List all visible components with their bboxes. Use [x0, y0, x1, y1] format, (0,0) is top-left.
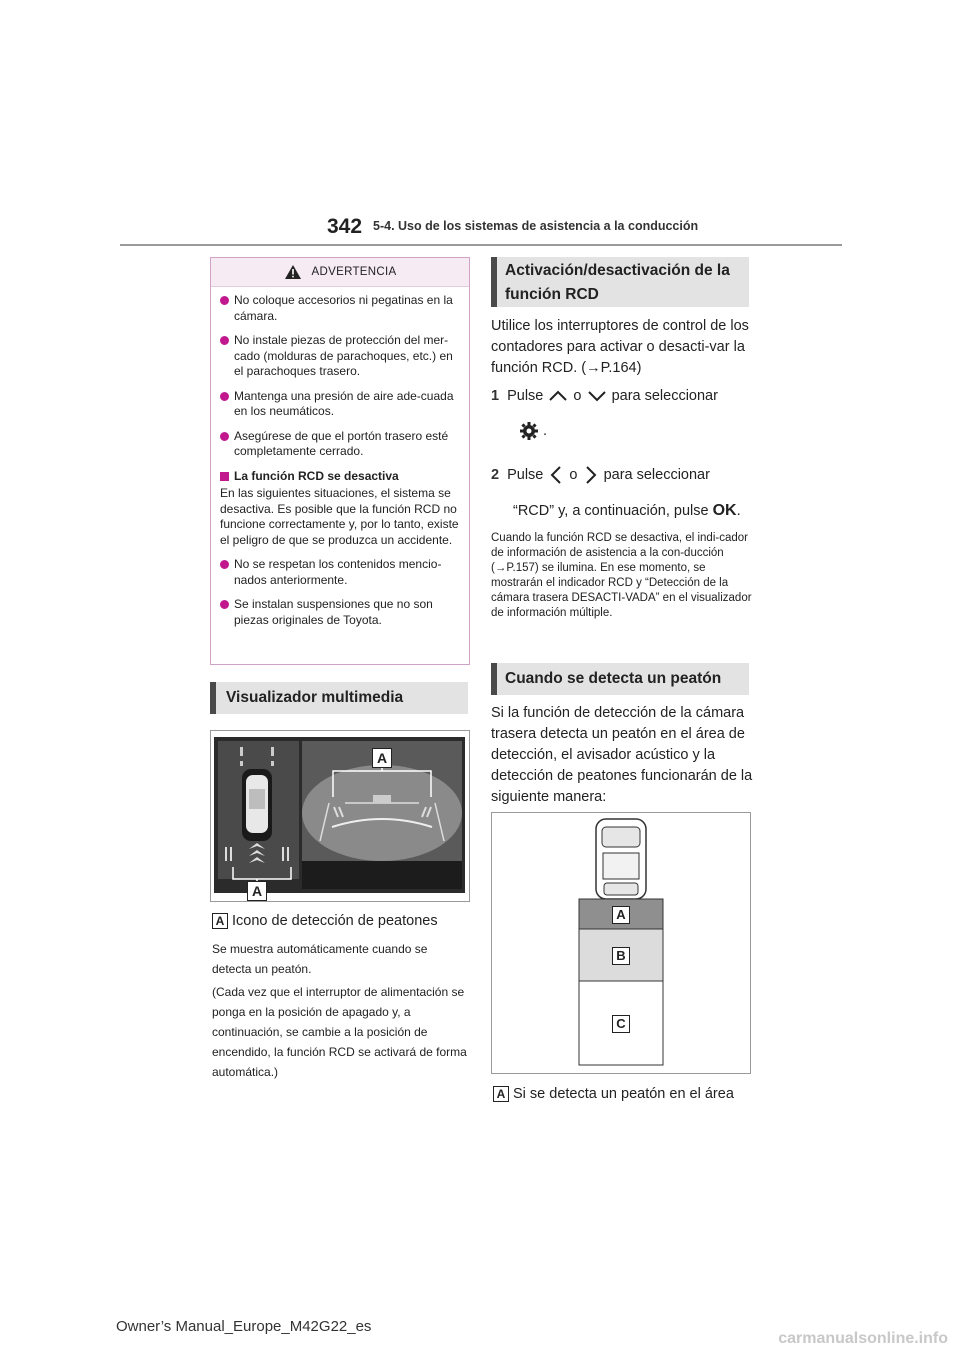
chevron-up-icon — [547, 389, 569, 403]
figure-caption: A Si se detecta un peatón en el área — [493, 1084, 734, 1105]
caption-label: A — [493, 1086, 509, 1102]
warning-subheading: La función RCD se desactiva — [220, 469, 461, 485]
footer-text: Owner’s Manual_Europe_M42G22_es — [116, 1318, 372, 1335]
zone-label-c: C — [612, 1015, 630, 1033]
ok-icon: OK — [712, 502, 737, 519]
figure-caption: A Icono de detección de peatones — [212, 911, 438, 932]
warning-header — [211, 258, 469, 287]
description-text: Se muestra automáticamente cuando se detecta un peatón. (Cada vez que el interruptor de alimentación se ponga en la posición de apagado y, a continuación, se cambie a la posición de encendido, la función RCD se activará de forma automática.) — [212, 942, 467, 1079]
heading-pedestrian: Cuando se detecta un peatón — [491, 663, 749, 695]
chevron-down-icon — [586, 389, 608, 403]
note-paragraph: Cuando la función RCD se desactiva, el indi-cador de información de asistencia a la con-ducción (→P.157) se ilumina. En ese momento, se mostrarán el indicador RCD y “Detección de la cámara trasera DESACTI-VADA” en el visualizador de información múltiple. — [491, 532, 752, 619]
activation-paragraph: Utilice los interruptores de control de los contadores para activar o desacti-var la función RCD. (→P.164) — [491, 318, 749, 376]
page-number: 342 — [327, 215, 363, 238]
multimedia-display-figure — [210, 730, 470, 902]
heading-activation: Activación/desactivación de la función RCD — [491, 257, 749, 307]
warning-item: No se respetan los contenidos mencio-nados anteriormente. — [220, 557, 461, 588]
warning-box — [210, 257, 470, 665]
callout-label-a: A — [372, 748, 392, 768]
section-title: 5-4. Uso de los sistemas de asistencia a la conducción — [373, 219, 699, 233]
camera-display-illustration — [211, 731, 469, 901]
warning-icon — [284, 264, 302, 280]
warning-item: Mantenga una presión de aire ade-cuada en los neumáticos. — [220, 389, 461, 420]
bullet-icon — [220, 296, 229, 305]
warning-title: ADVERTENCIA — [311, 266, 397, 278]
bullet-icon — [220, 560, 229, 569]
zone-label-a: A — [612, 906, 630, 924]
callout-label-a: A — [247, 881, 267, 901]
bullet-icon — [220, 432, 229, 441]
header-rule — [120, 244, 842, 246]
bullet-icon — [220, 600, 229, 609]
warning-item: Asegúrese de que el portón trasero esté completamente cerrado. — [220, 429, 461, 460]
caption-label: A — [212, 913, 228, 929]
bullet-icon — [220, 392, 229, 401]
warning-paragraph: En las siguientes situaciones, el sistema se desactiva. Es posible que la función RCD no funcione correctamente y, por lo tanto, existe el peligro de que se produzca un accidente. — [220, 486, 459, 547]
detection-zones-figure — [491, 812, 751, 1074]
pedestrian-paragraph: Si la función de detección de la cámara trasera detecta un peatón en el área de detección, el avisador acústico y la detección de peatones funcionarán de la siguiente manera: — [491, 705, 753, 805]
chevron-left-icon — [547, 464, 565, 486]
watermark: carmanualsonline.info — [778, 1330, 948, 1347]
warning-item: No instale piezas de protección del mer-cado (molduras de parachoques, etc.) en el parachoques trasero. — [220, 333, 461, 380]
car-zones-illustration — [492, 813, 750, 1073]
bullet-icon — [220, 336, 229, 345]
zone-label-b: B — [612, 947, 630, 965]
heading-multimedia: Visualizador multimedia — [210, 682, 468, 714]
square-bullet-icon — [220, 472, 229, 481]
gear-icon — [519, 421, 539, 441]
chevron-right-icon — [582, 464, 600, 486]
warning-item: No coloque accesorios ni pegatinas en la cámara. — [220, 293, 461, 324]
step-2: 2 Pulse o para seleccionar “RCD” y, a continuación, pulse OK. — [491, 464, 753, 522]
warning-item: Se instalan suspensiones que no son piezas originales de Toyota. — [220, 597, 461, 628]
step-1: 1 Pulse o para seleccionar . — [491, 386, 753, 442]
